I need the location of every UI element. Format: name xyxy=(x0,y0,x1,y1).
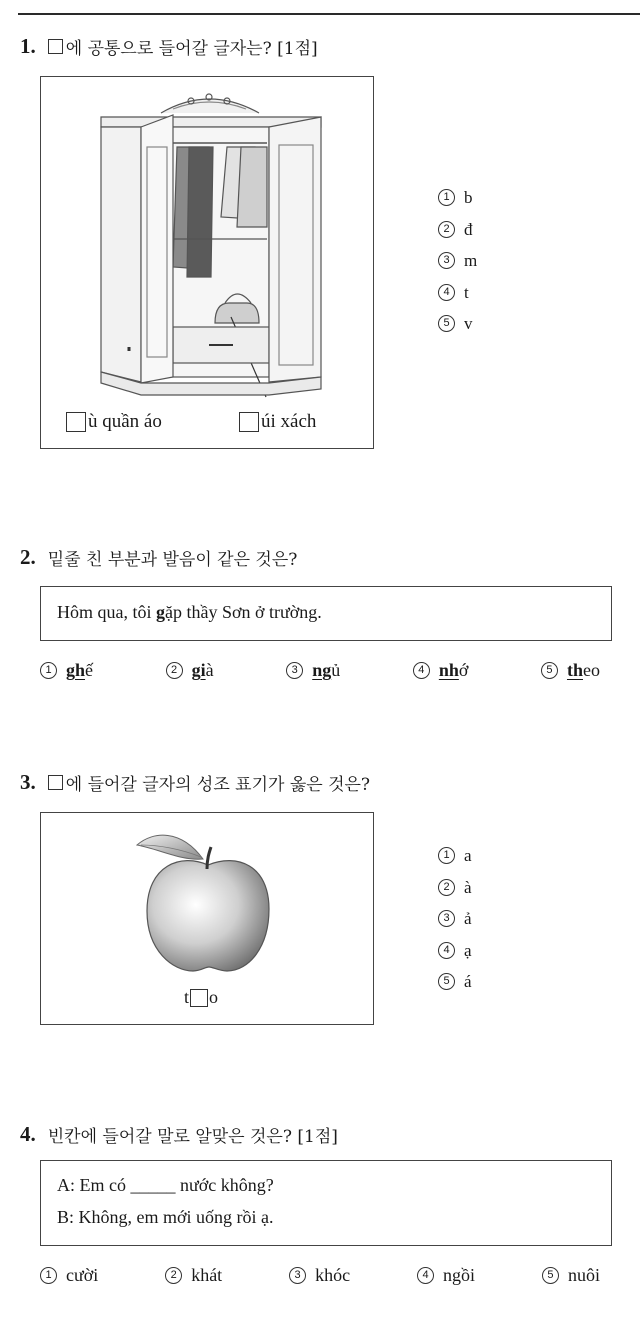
circled-number-icon: 5 xyxy=(541,662,558,679)
circled-number-icon: 3 xyxy=(438,910,455,927)
choice-2[interactable]: 2 à xyxy=(438,872,472,904)
dialogue-line-a: A: Em có _____ nước không? xyxy=(57,1175,274,1195)
question-1-figure-box xyxy=(40,76,374,449)
choice-5[interactable]: 5 v xyxy=(438,308,477,340)
question-prompt: 밑줄 친 부분과 발음이 같은 것은? xyxy=(47,550,298,570)
circled-number-icon: 5 xyxy=(542,1267,559,1284)
choice-4[interactable]: 4 t xyxy=(438,277,477,309)
choice-4[interactable]: 4 ạ xyxy=(438,935,472,967)
circled-number-icon: 5 xyxy=(438,315,455,332)
choice-1[interactable]: 1 b xyxy=(438,182,477,214)
circled-number-icon: 1 xyxy=(438,847,455,864)
circled-number-icon: 3 xyxy=(286,662,303,679)
circled-number-icon: 2 xyxy=(438,221,455,238)
circled-number-icon: 1 xyxy=(40,1267,57,1284)
choice-2[interactable]: 2 khát xyxy=(165,1265,222,1286)
choice-2[interactable]: 2 đ xyxy=(438,214,477,246)
question-1-title xyxy=(20,34,318,59)
question-2-sentence-box xyxy=(40,586,612,641)
question-4-dialogue-box xyxy=(40,1160,612,1246)
question-3-figure-box xyxy=(40,812,374,1025)
question-number: 3. xyxy=(20,770,36,794)
choice-1[interactable]: 1 gh ế xyxy=(40,660,93,681)
question-4-choices xyxy=(40,1265,600,1286)
choice-5[interactable]: 5 nuôi xyxy=(542,1265,600,1286)
circled-number-icon: 4 xyxy=(438,284,455,301)
choice-5[interactable]: 5 á xyxy=(438,966,472,998)
question-prompt: 에 공통으로 들어갈 글자는? [1점] xyxy=(65,39,318,59)
choice-3[interactable]: 3 khóc xyxy=(289,1265,350,1286)
choice-3[interactable]: 3 ả xyxy=(438,903,472,935)
question-2-choices xyxy=(40,660,600,681)
question-number: 4. xyxy=(20,1122,36,1146)
question-4-title xyxy=(20,1122,338,1147)
q1-label-bag: úi xách xyxy=(239,411,316,433)
question-1-choices xyxy=(438,182,477,340)
choice-5[interactable]: 5 th eo xyxy=(541,660,600,681)
q1-label-clothes: ù quần áo xyxy=(66,411,162,433)
blank-box-icon xyxy=(239,412,259,432)
question-prompt: 빈칸에 들어갈 말로 알맞은 것은? [1점] xyxy=(47,1127,338,1147)
choice-4[interactable]: 4 nh ớ xyxy=(413,660,469,681)
circled-number-icon: 2 xyxy=(165,1267,182,1284)
question-3-choices xyxy=(438,840,472,998)
circled-number-icon: 5 xyxy=(438,973,455,990)
underlined-part: g xyxy=(156,602,165,622)
question-prompt: 에 들어갈 글자의 성조 표기가 옳은 것은? xyxy=(65,775,371,795)
circled-number-icon: 1 xyxy=(438,189,455,206)
question-number: 1. xyxy=(20,34,36,58)
question-2-title xyxy=(20,545,297,570)
circled-number-icon: 4 xyxy=(417,1267,434,1284)
circled-number-icon: 2 xyxy=(166,662,183,679)
circled-number-icon: 2 xyxy=(438,879,455,896)
question-number: 2. xyxy=(20,545,36,569)
choice-3[interactable]: 3 m xyxy=(438,245,477,277)
choice-1[interactable]: 1 cười xyxy=(40,1265,98,1286)
blank-box-icon xyxy=(48,39,63,54)
question-3-title xyxy=(20,770,370,795)
top-rule xyxy=(18,13,640,15)
wardrobe-illustration xyxy=(41,77,373,448)
choice-2[interactable]: 2 gi à xyxy=(166,660,214,681)
q3-word: t o xyxy=(184,987,219,1007)
circled-number-icon: 1 xyxy=(40,662,57,679)
choice-4[interactable]: 4 ngồi xyxy=(417,1265,475,1286)
blank-box-icon xyxy=(66,412,86,432)
blank-box-icon xyxy=(190,989,208,1007)
circled-number-icon: 3 xyxy=(289,1267,306,1284)
blank-box-icon xyxy=(48,775,63,790)
choice-1[interactable]: 1 a xyxy=(438,840,472,872)
dialogue-line-b: B: Không, em mới uống rồi ạ. xyxy=(57,1207,274,1227)
question-2-sentence: Hôm qua, tôi gặp thầy Sơn ở trường. xyxy=(57,602,322,622)
circled-number-icon: 3 xyxy=(438,252,455,269)
choice-3[interactable]: 3 ng ủ xyxy=(286,660,340,681)
answer-blank: _____ xyxy=(130,1175,176,1195)
circled-number-icon: 4 xyxy=(438,942,455,959)
circled-number-icon: 4 xyxy=(413,662,430,679)
